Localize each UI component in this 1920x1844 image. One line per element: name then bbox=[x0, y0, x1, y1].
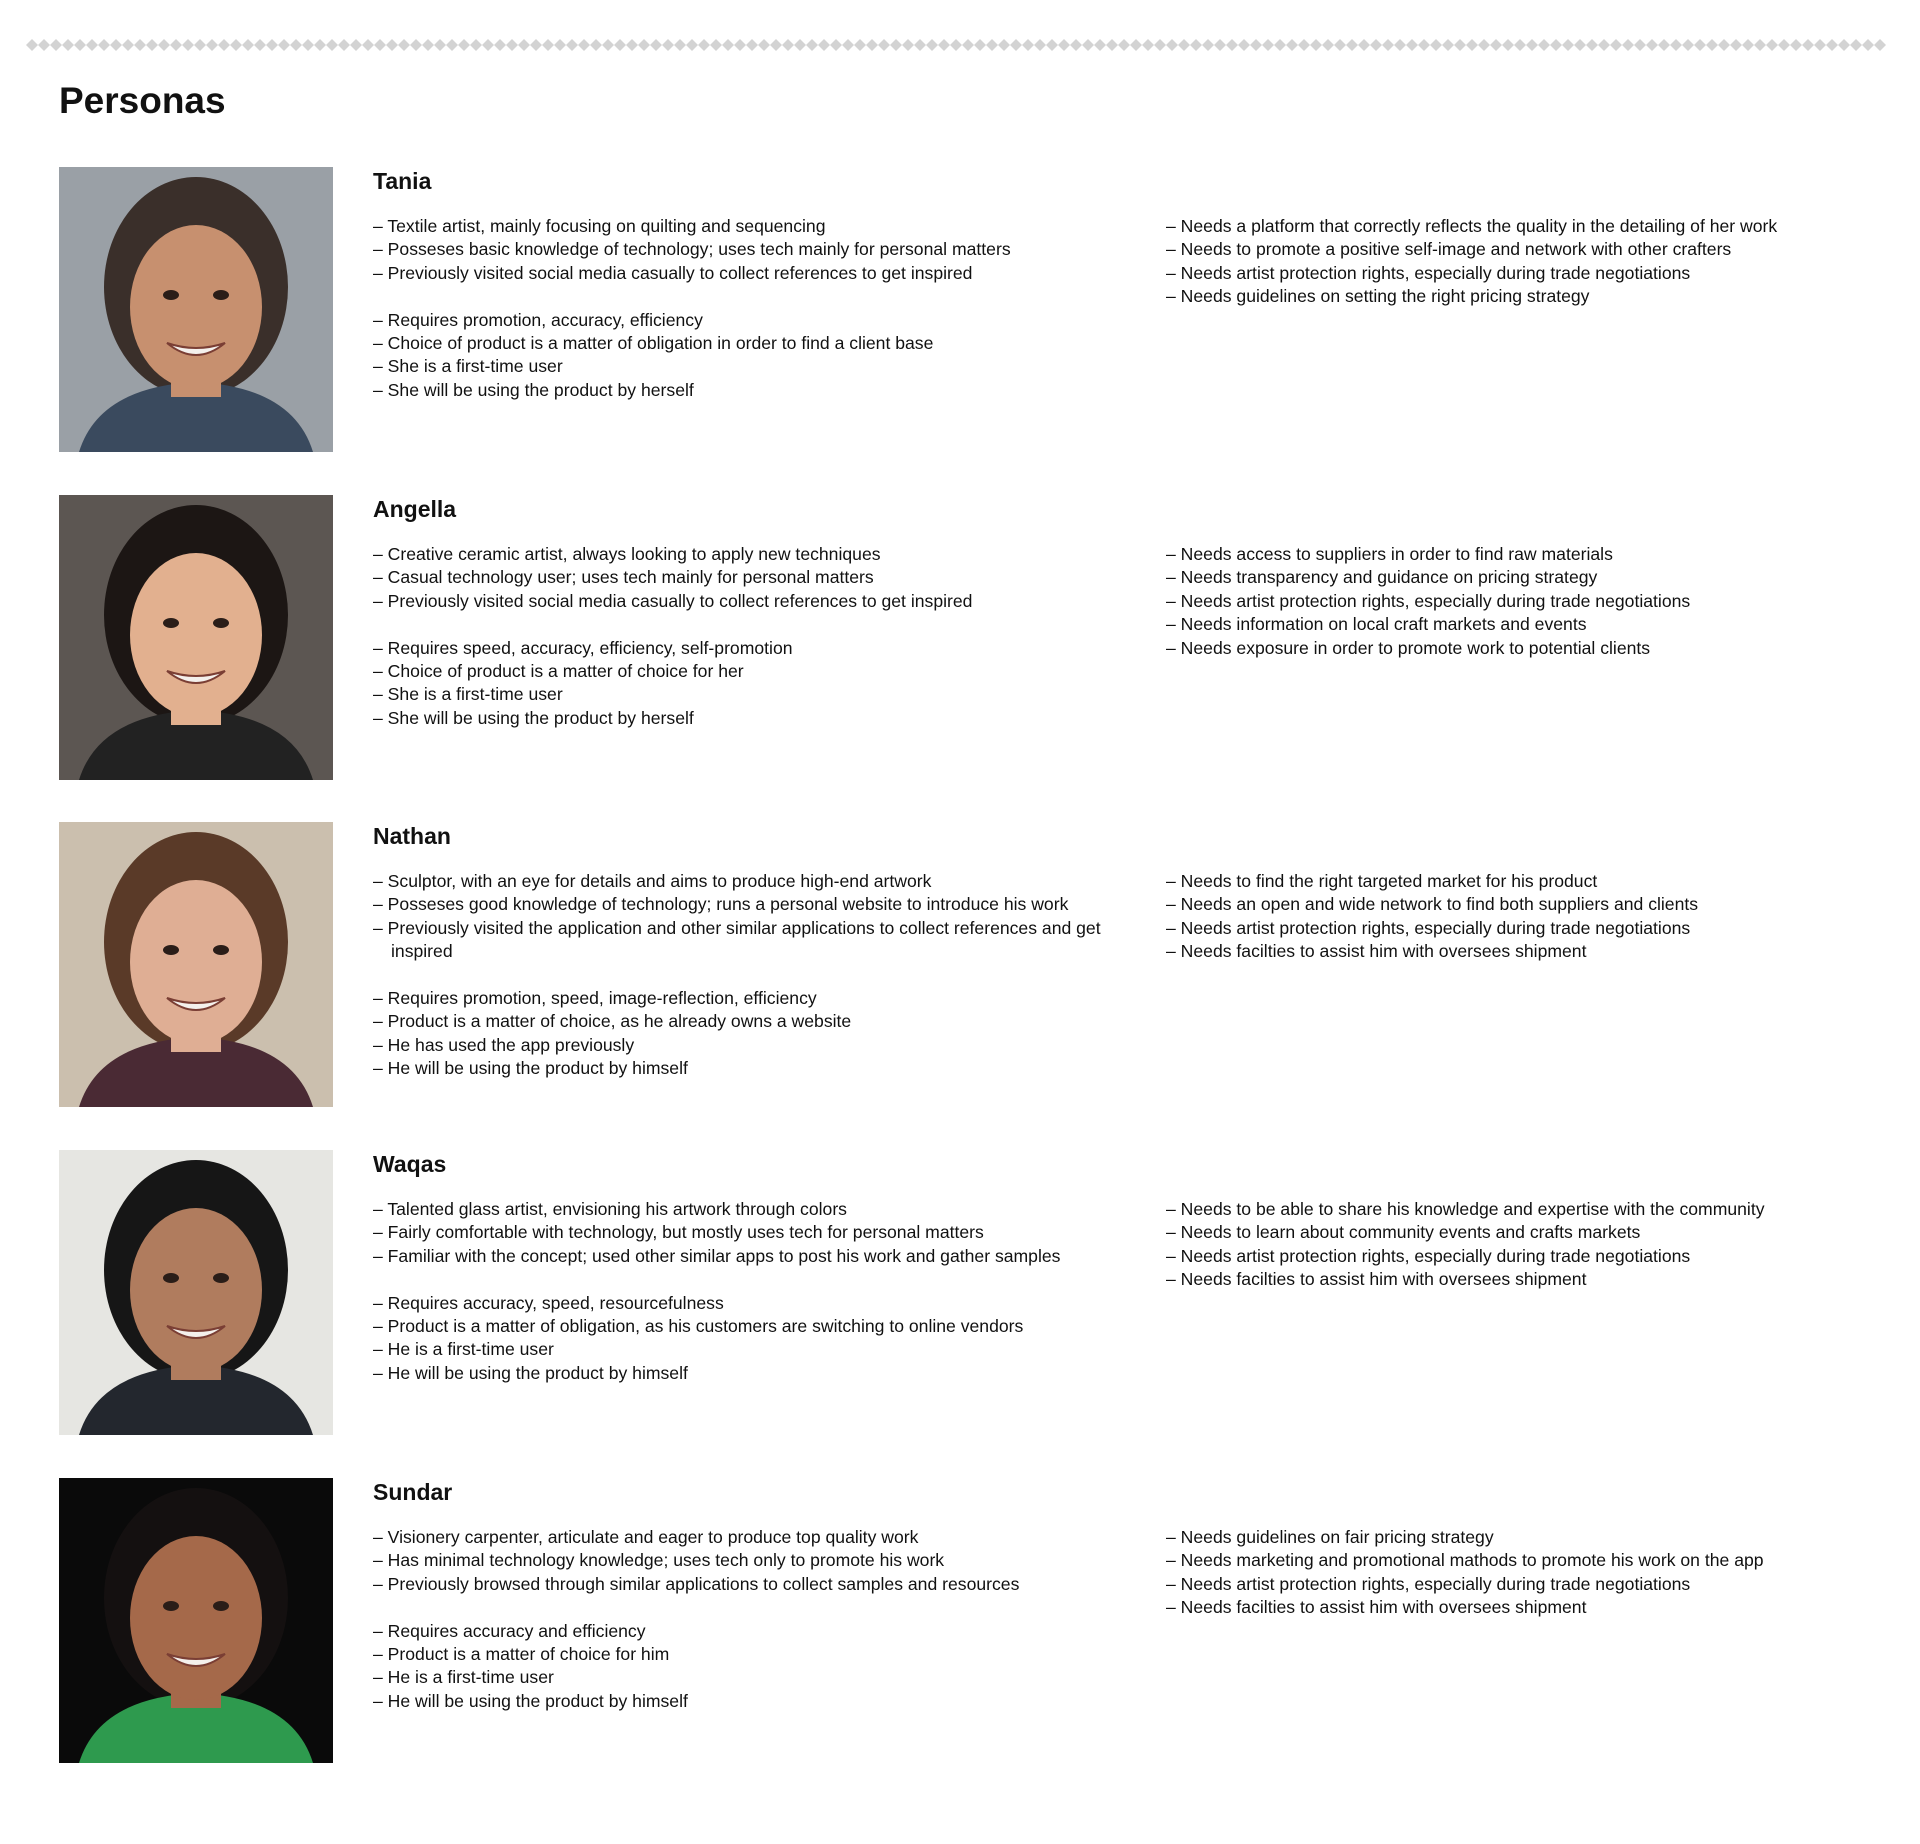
bullet-item: – He is a first-time user bbox=[373, 1667, 554, 1688]
bullet-item: – Needs an open and wide network to find both suppliers and clients bbox=[1166, 894, 1699, 915]
diamond-shape bbox=[254, 39, 266, 51]
diamond-shape bbox=[398, 39, 410, 51]
diamond-shape bbox=[1058, 39, 1070, 51]
persona-profile-column bbox=[373, 215, 1103, 426]
diamond-shape bbox=[86, 39, 98, 51]
face-shape bbox=[130, 553, 262, 717]
bullet-group bbox=[1166, 215, 1906, 309]
diamond-shape bbox=[50, 39, 62, 51]
diamond-shape bbox=[410, 39, 422, 51]
persona-name: Sundar bbox=[373, 1479, 453, 1505]
bullet-item: – He will be using the product by himself bbox=[373, 1690, 688, 1711]
left-eye bbox=[163, 1601, 179, 1611]
bullet-item: – Visionery carpenter, articulate and eager to produce top quality work bbox=[373, 1527, 919, 1547]
diamond-shape bbox=[458, 39, 470, 51]
diamond-shape bbox=[926, 39, 938, 51]
bullet-item: – Needs to find the right targeted market for his product bbox=[1166, 871, 1598, 891]
bullet-item: – Needs information on local craft markets and events bbox=[1166, 614, 1587, 635]
left-eye bbox=[163, 1273, 179, 1283]
diamond-shape bbox=[830, 39, 842, 51]
bullet-group bbox=[373, 870, 1103, 964]
bullet-item: – He has used the app previously bbox=[373, 1034, 635, 1055]
diamond-shape bbox=[1166, 39, 1178, 51]
persona-photo bbox=[59, 1150, 333, 1435]
bullet-item: – Sculptor, with an eye for details and aims to produce high-end artwork bbox=[373, 871, 932, 891]
persona-name: Angella bbox=[373, 496, 457, 522]
bullet-item: – Needs marketing and promotional mathods to promote his work on the app bbox=[1166, 1550, 1764, 1571]
persona-needs-column bbox=[1166, 543, 1906, 683]
bullet-item: – She will be using the product by herself bbox=[373, 707, 694, 728]
diamond-shape bbox=[446, 39, 458, 51]
diamond-shape bbox=[1778, 39, 1790, 51]
diamond-shape bbox=[1538, 39, 1550, 51]
diamond-shape bbox=[1874, 39, 1886, 51]
diamond-shape bbox=[1106, 39, 1118, 51]
diamond-shape bbox=[1706, 39, 1718, 51]
diamond-shape bbox=[1346, 39, 1358, 51]
bullet-item: – Needs artist protection rights, especially during trade negotiations bbox=[1166, 262, 1691, 283]
bullet-group bbox=[373, 309, 1103, 403]
persona-needs-column bbox=[1166, 1526, 1906, 1643]
bullet-item: – She will be using the product by herself bbox=[373, 379, 694, 400]
bullet-item: – Product is a matter of choice, as he already owns a website bbox=[373, 1011, 852, 1032]
diamond-shape bbox=[734, 39, 746, 51]
diamond-shape bbox=[434, 39, 446, 51]
face-shape bbox=[130, 1208, 262, 1372]
diamond-shape bbox=[170, 39, 182, 51]
diamond-shape bbox=[1250, 39, 1262, 51]
diamond-shape bbox=[1262, 39, 1274, 51]
diamond-shape bbox=[1070, 39, 1082, 51]
persona-card bbox=[0, 822, 1920, 1112]
bullet-item: – Needs artist protection rights, especially during trade negotiations bbox=[1166, 1573, 1691, 1594]
diamond-shape bbox=[1298, 39, 1310, 51]
diamond-shape bbox=[1214, 39, 1226, 51]
left-eye bbox=[163, 290, 179, 300]
persona-name: Tania bbox=[373, 168, 432, 194]
diamond-shape bbox=[1574, 39, 1586, 51]
diamond-shape bbox=[266, 39, 278, 51]
diamond-shape bbox=[182, 39, 194, 51]
diamond-shape bbox=[1814, 39, 1826, 51]
diamond-shape bbox=[1550, 39, 1562, 51]
diamond-shape bbox=[1310, 39, 1322, 51]
diamond-shape bbox=[662, 39, 674, 51]
diamond-shape bbox=[710, 39, 722, 51]
diamond-shape bbox=[1418, 39, 1430, 51]
diamond-shape bbox=[950, 39, 962, 51]
diamond-shape bbox=[1190, 39, 1202, 51]
bullet-item: – Needs guidelines on fair pricing strategy bbox=[1166, 1527, 1494, 1547]
diamond-shape bbox=[806, 39, 818, 51]
diamond-shape bbox=[530, 39, 542, 51]
bullet-group bbox=[1166, 1526, 1906, 1620]
diamond-shape bbox=[1046, 39, 1058, 51]
diamond-shape bbox=[518, 39, 530, 51]
diamond-shape bbox=[1478, 39, 1490, 51]
bullet-item: – Needs access to suppliers in order to find raw materials bbox=[1166, 544, 1613, 564]
bullet-item: – Familiar with the concept; used other similar apps to post his work and gather samples bbox=[373, 1245, 1061, 1266]
persona-needs-column bbox=[1166, 215, 1906, 332]
diamond-shape bbox=[1802, 39, 1814, 51]
persona-needs-column bbox=[1166, 1198, 1906, 1315]
diamond-shape bbox=[1502, 39, 1514, 51]
bullet-group bbox=[1166, 543, 1906, 660]
diamond-shape bbox=[566, 39, 578, 51]
diamond-shape bbox=[614, 39, 626, 51]
diamond-shape bbox=[1562, 39, 1574, 51]
diamond-shape bbox=[1658, 39, 1670, 51]
diamond-shape bbox=[1130, 39, 1142, 51]
diamond-shape bbox=[194, 39, 206, 51]
diamond-shape bbox=[350, 39, 362, 51]
diamond-shape bbox=[842, 39, 854, 51]
persona-card bbox=[0, 167, 1920, 457]
diamond-shape bbox=[74, 39, 86, 51]
diamond-shape bbox=[1382, 39, 1394, 51]
bullet-group bbox=[373, 1526, 1103, 1596]
bullet-group bbox=[373, 1620, 1103, 1714]
diamond-shape bbox=[554, 39, 566, 51]
diamond-shape bbox=[1610, 39, 1622, 51]
diamond-shape bbox=[770, 39, 782, 51]
diamond-shape bbox=[62, 39, 74, 51]
diamond-shape bbox=[638, 39, 650, 51]
diamond-shape bbox=[1226, 39, 1238, 51]
diamond-shape bbox=[1850, 39, 1862, 51]
face-shape bbox=[130, 880, 262, 1044]
diamond-shape bbox=[242, 39, 254, 51]
diamond-shape bbox=[422, 39, 434, 51]
diamond-shape bbox=[1730, 39, 1742, 51]
bullet-item: – Needs facilties to assist him with oversees shipment bbox=[1166, 1597, 1587, 1618]
bullet-item: – Needs to promote a positive self-image and network with other crafters bbox=[1166, 239, 1732, 260]
left-eye bbox=[163, 618, 179, 628]
diamond-shape bbox=[1430, 39, 1442, 51]
bullet-item: – Needs facilties to assist him with oversees shipment bbox=[1166, 1269, 1587, 1290]
diamond-shape bbox=[674, 39, 686, 51]
bullet-group bbox=[373, 1292, 1103, 1386]
right-eye bbox=[213, 1273, 229, 1283]
diamond-shape bbox=[386, 39, 398, 51]
diamond-shape bbox=[218, 39, 230, 51]
bullet-item: – Creative ceramic artist, always looking to apply new techniques bbox=[373, 544, 881, 564]
diamond-shape bbox=[1010, 39, 1022, 51]
diamond-shape bbox=[758, 39, 770, 51]
diamond-shape bbox=[1322, 39, 1334, 51]
diamond-shape bbox=[1394, 39, 1406, 51]
diamond-shape bbox=[698, 39, 710, 51]
right-eye bbox=[213, 290, 229, 300]
diamond-shape bbox=[1142, 39, 1154, 51]
diamond-shape bbox=[902, 39, 914, 51]
bullet-item: – Previously browsed through similar applications to collect samples and resources bbox=[373, 1573, 1020, 1594]
bullet-item: – Talented glass artist, envisioning his artwork through colors bbox=[373, 1199, 847, 1219]
diamond-shape bbox=[1274, 39, 1286, 51]
bullet-item: – Previously visited social media casually to collect references to get inspired bbox=[373, 590, 973, 611]
diamond-shape bbox=[1526, 39, 1538, 51]
bullet-group bbox=[373, 987, 1103, 1081]
diamond-shape bbox=[1022, 39, 1034, 51]
diamond-shape bbox=[1082, 39, 1094, 51]
bullet-item: – Has minimal technology knowledge; uses tech only to promote his work bbox=[373, 1550, 945, 1571]
bullet-group bbox=[1166, 870, 1906, 964]
diamond-shape bbox=[1826, 39, 1838, 51]
diamond-shape bbox=[1754, 39, 1766, 51]
bullet-item: – Casual technology user; uses tech mainly for personal matters bbox=[373, 567, 874, 588]
diamond-shape bbox=[914, 39, 926, 51]
diamond-shape bbox=[1790, 39, 1802, 51]
bullet-item: – Needs guidelines on setting the right pricing strategy bbox=[1166, 286, 1590, 307]
diamond-shape bbox=[1586, 39, 1598, 51]
bullet-item: – Product is a matter of obligation, as his customers are switching to online vendors bbox=[373, 1316, 1024, 1337]
bullet-item: – Needs to be able to share his knowledge and expertise with the community bbox=[1166, 1199, 1765, 1219]
diamond-shape bbox=[890, 39, 902, 51]
diamond-shape bbox=[1694, 39, 1706, 51]
bullet-item: – Choice of product is a matter of obligation in order to find a client base bbox=[373, 333, 934, 354]
diamond-shape bbox=[326, 39, 338, 51]
diamond-shape bbox=[314, 39, 326, 51]
diamond-shape bbox=[1178, 39, 1190, 51]
diamond-shape bbox=[146, 39, 158, 51]
diamond-shape bbox=[1334, 39, 1346, 51]
diamond-shape bbox=[854, 39, 866, 51]
bullet-group bbox=[1166, 1198, 1906, 1292]
diamond-shape bbox=[1838, 39, 1850, 51]
diamond-shape bbox=[278, 39, 290, 51]
diamond-shape bbox=[1514, 39, 1526, 51]
diamond-border bbox=[26, 36, 1894, 54]
diamond-shape bbox=[1154, 39, 1166, 51]
bullet-item: – Needs exposure in order to promote work to potential clients bbox=[1166, 637, 1651, 658]
diamond-shape bbox=[362, 39, 374, 51]
diamond-shape bbox=[206, 39, 218, 51]
bullet-group bbox=[373, 215, 1103, 285]
diamond-shape bbox=[686, 39, 698, 51]
bullet-item: – Needs facilties to assist him with oversees shipment bbox=[1166, 941, 1587, 962]
persona-profile-column bbox=[373, 543, 1103, 754]
bullet-item: – Requires promotion, accuracy, efficiency bbox=[373, 309, 703, 330]
persona-name: Waqas bbox=[373, 1151, 447, 1177]
diamond-shape bbox=[338, 39, 350, 51]
bullet-item: – He will be using the product by himself bbox=[373, 1362, 688, 1383]
bullet-item: – Posseses good knowledge of technology; runs a personal website to introduce his work bbox=[373, 894, 1069, 915]
diamond-shape bbox=[290, 39, 302, 51]
diamond-shape bbox=[974, 39, 986, 51]
bullet-item: – Requires accuracy and efficiency bbox=[373, 1620, 646, 1641]
diamond-shape bbox=[1442, 39, 1454, 51]
persona-card bbox=[0, 495, 1920, 785]
bullet-item: – Previously visited the application and other similar applications to collect references and get inspired bbox=[373, 917, 1101, 962]
right-eye bbox=[213, 618, 229, 628]
persona-profile-column bbox=[373, 1526, 1103, 1737]
diamond-shape bbox=[1598, 39, 1610, 51]
persona-photo bbox=[59, 1478, 333, 1763]
bullet-item: – Needs to learn about community events and crafts markets bbox=[1166, 1222, 1641, 1243]
diamond-shape bbox=[1370, 39, 1382, 51]
persona-photo bbox=[59, 822, 333, 1107]
left-eye bbox=[163, 945, 179, 955]
persona-needs-column bbox=[1166, 870, 1906, 987]
diamond-shape bbox=[938, 39, 950, 51]
diamond-shape bbox=[1622, 39, 1634, 51]
diamond-shape bbox=[1718, 39, 1730, 51]
bullet-item: – Posseses basic knowledge of technology; uses tech mainly for personal matters bbox=[373, 239, 1011, 260]
diamond-shape bbox=[1742, 39, 1754, 51]
diamond-shape bbox=[1670, 39, 1682, 51]
right-eye bbox=[213, 1601, 229, 1611]
diamond-shape bbox=[542, 39, 554, 51]
diamond-shape bbox=[590, 39, 602, 51]
bullet-group bbox=[373, 637, 1103, 731]
diamond-shape bbox=[1490, 39, 1502, 51]
diamond-shape bbox=[374, 39, 386, 51]
diamond-shape bbox=[878, 39, 890, 51]
bullet-item: – Requires promotion, speed, image-reflection, efficiency bbox=[373, 988, 817, 1009]
diamond-shape bbox=[26, 39, 38, 51]
bullet-item: – She is a first-time user bbox=[373, 356, 563, 377]
persona-name: Nathan bbox=[373, 823, 451, 849]
diamond-shape bbox=[110, 39, 122, 51]
diamond-shape bbox=[1766, 39, 1778, 51]
bullet-item: – Needs artist protection rights, especially during trade negotiations bbox=[1166, 917, 1691, 938]
diamond-shape bbox=[1682, 39, 1694, 51]
diamond-shape bbox=[1094, 39, 1106, 51]
diamond-shape bbox=[482, 39, 494, 51]
bullet-item: – Textile artist, mainly focusing on quilting and sequencing bbox=[373, 216, 826, 236]
diamond-shape bbox=[230, 39, 242, 51]
diamond-shape bbox=[818, 39, 830, 51]
bullet-item: – He is a first-time user bbox=[373, 1339, 554, 1360]
bullet-item: – He will be using the product by himself bbox=[373, 1058, 688, 1079]
bullet-item: – Previously visited social media casually to collect references to get inspired bbox=[373, 262, 973, 283]
diamond-shape bbox=[1406, 39, 1418, 51]
diamond-shape bbox=[962, 39, 974, 51]
bullet-item: – Needs a platform that correctly reflects the quality in the detailing of her work bbox=[1166, 216, 1778, 236]
diamond-shape bbox=[1238, 39, 1250, 51]
persona-profile-column bbox=[373, 870, 1103, 1104]
diamond-shape bbox=[38, 39, 50, 51]
persona-card bbox=[0, 1150, 1920, 1440]
bullet-item: – Fairly comfortable with technology, but mostly uses tech for personal matters bbox=[373, 1222, 984, 1243]
diamond-shape bbox=[134, 39, 146, 51]
diamond-shape bbox=[650, 39, 662, 51]
face-shape bbox=[130, 1536, 262, 1700]
diamond-shape bbox=[470, 39, 482, 51]
diamond-shape bbox=[122, 39, 134, 51]
diamond-shape bbox=[494, 39, 506, 51]
diamond-shape bbox=[1034, 39, 1046, 51]
diamond-shape bbox=[782, 39, 794, 51]
diamond-shape bbox=[98, 39, 110, 51]
persona-photo bbox=[59, 167, 333, 452]
persona-profile-column bbox=[373, 1198, 1103, 1409]
diamond-shape bbox=[158, 39, 170, 51]
bullet-item: – Requires speed, accuracy, efficiency, self-promotion bbox=[373, 637, 793, 658]
diamond-shape bbox=[1118, 39, 1130, 51]
diamond-shape bbox=[1202, 39, 1214, 51]
right-eye bbox=[213, 945, 229, 955]
page-title: Personas bbox=[59, 80, 226, 121]
diamond-shape bbox=[1646, 39, 1658, 51]
diamond-shape bbox=[602, 39, 614, 51]
diamond-shape bbox=[722, 39, 734, 51]
diamond-shape bbox=[578, 39, 590, 51]
bullet-item: – Needs artist protection rights, especially during trade negotiations bbox=[1166, 590, 1691, 611]
bullet-item: – Requires accuracy, speed, resourcefulness bbox=[373, 1292, 724, 1313]
diamond-shape bbox=[986, 39, 998, 51]
diamond-shape bbox=[1862, 39, 1874, 51]
diamond-shape bbox=[866, 39, 878, 51]
diamond-shape bbox=[1454, 39, 1466, 51]
bullet-item: – Needs transparency and guidance on pricing strategy bbox=[1166, 567, 1598, 588]
bullet-group bbox=[373, 543, 1103, 613]
persona-card bbox=[0, 1478, 1920, 1768]
diamond-shape bbox=[746, 39, 758, 51]
bullet-item: – Needs artist protection rights, especially during trade negotiations bbox=[1166, 1245, 1691, 1266]
persona-photo bbox=[59, 495, 333, 780]
diamond-shape bbox=[1358, 39, 1370, 51]
face-shape bbox=[130, 225, 262, 389]
bullet-group bbox=[373, 1198, 1103, 1268]
diamond-shape bbox=[998, 39, 1010, 51]
diamond-shape bbox=[1466, 39, 1478, 51]
bullet-item: – Product is a matter of choice for him bbox=[373, 1644, 670, 1665]
diamond-shape bbox=[1634, 39, 1646, 51]
diamond-shape bbox=[1286, 39, 1298, 51]
diamond-shape bbox=[794, 39, 806, 51]
bullet-item: – Choice of product is a matter of choice for her bbox=[373, 661, 744, 682]
bullet-item: – She is a first-time user bbox=[373, 684, 563, 705]
diamond-shape bbox=[302, 39, 314, 51]
diamond-shape bbox=[506, 39, 518, 51]
diamond-shape bbox=[626, 39, 638, 51]
